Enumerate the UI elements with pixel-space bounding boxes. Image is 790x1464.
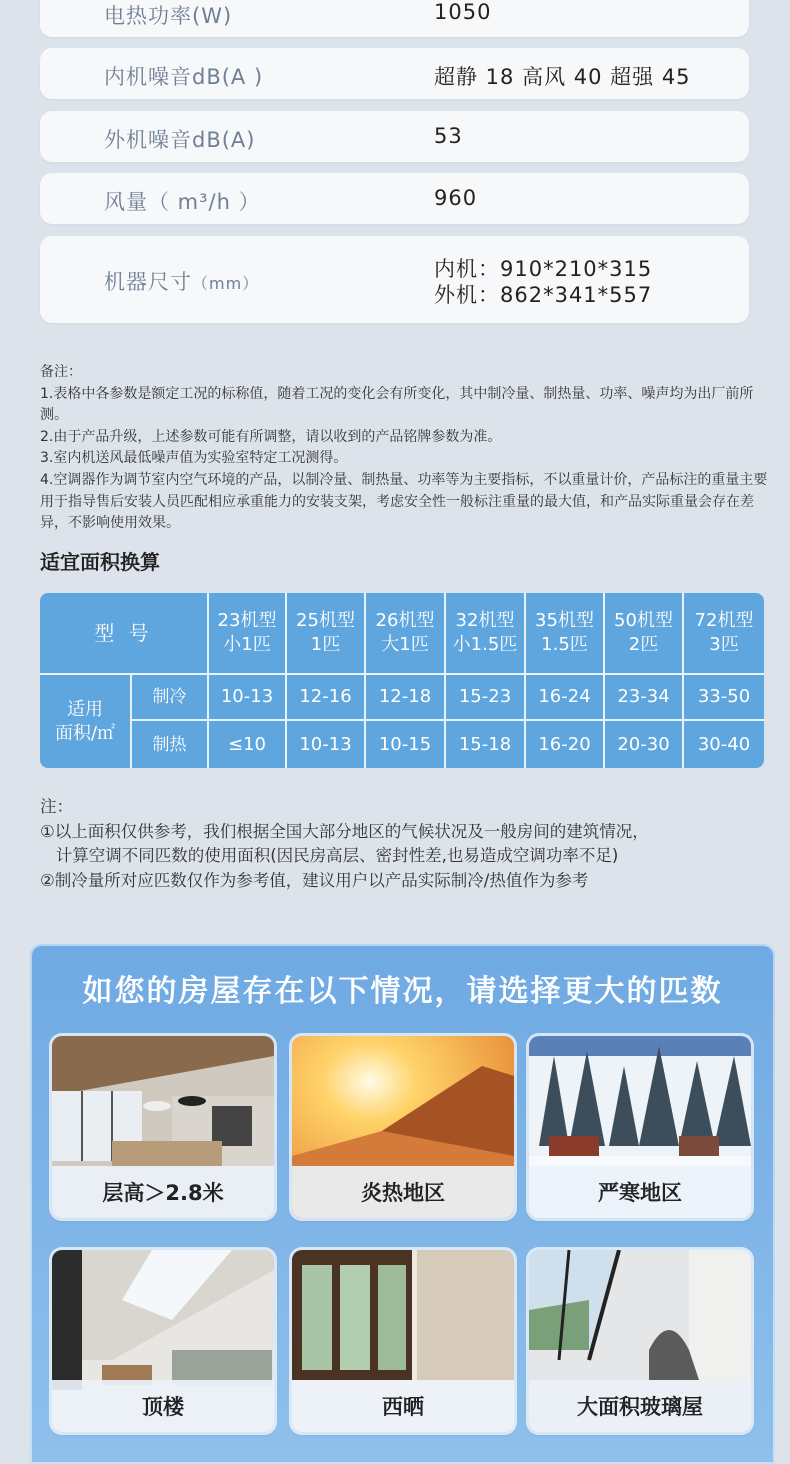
table-cell-cool: 23-34 [617,686,670,707]
table-divider [364,593,366,768]
spec-label [104,266,259,296]
notes-line: 3.室内机送风最低噪声值为实验室特定工况测得。 [40,450,348,467]
table-col-header [526,593,603,673]
table-col-header [605,593,682,673]
card-caption: 西晒 [292,1380,514,1432]
table-header-model [40,593,207,673]
table-cell-cool: 15-23 [458,686,512,707]
notes-line: 2.由于产品升级，上述参数可能有所调整，请以收到的产品铭牌参数为准。 [40,428,502,445]
spec-value-indoor-size: 内机：910*210*315 [434,257,653,281]
table-divider [132,719,764,721]
row-group-label-line2: 面积/㎡ [54,722,116,744]
area-notes-line: ①以上面积仅供参考，我们根据全国大部分地区的气候状况及一般房间的建筑情况， [40,821,649,841]
col-model: 50机型 [614,610,673,631]
notes-title: 备注： [40,364,82,380]
area-notes [40,795,760,893]
table-divider [524,593,526,768]
card-glass-house [529,1250,751,1432]
spec-value: 超静 18 高风 40 超强 45 [434,65,691,89]
col-hp: 小1.5匹 [452,634,518,655]
table-header-model-text: 型 号 [94,621,153,645]
table-divider [603,593,605,768]
col-hp: 大1匹 [381,634,429,655]
area-notes-line: ②制冷量所对应匹数仅作为参考值，建议用户以产品实际制冷/热值作为参考 [40,870,589,890]
table-cell-heat: ≤10 [228,733,266,755]
spec-label: 电热功率(W) [104,4,233,28]
table-col-header [366,593,444,673]
col-hp: 3匹 [709,634,739,655]
table-col-header [446,593,524,673]
spec-label-main: 机器尺寸 [104,270,192,294]
table-row-label-cool: 制冷 [152,687,187,707]
table-row-group-label [40,675,130,768]
table-cell-heat: 20-30 [617,733,670,755]
col-hp: 2匹 [628,634,659,655]
row-group-label-line1: 适用 [67,698,103,720]
card-caption: 严寒地区 [529,1166,751,1218]
table-row-label-heat: 制热 [152,734,187,755]
col-hp: 1匹 [310,634,341,655]
col-model: 35机型 [535,610,594,631]
spec-label: 风量（ m³/h ） [104,190,261,214]
card-hot-region [292,1036,514,1218]
table-divider [682,593,684,768]
spec-value: 960 [434,186,478,210]
table-cell-heat: 10-15 [378,733,432,755]
col-hp: 1.5匹 [541,634,588,655]
table-divider [40,673,764,675]
col-model: 72机型 [694,610,754,631]
col-model: 32机型 [455,610,515,631]
spec-label: 内机噪音dB(A ) [104,65,264,89]
area-notes-title: 注： [40,797,73,816]
notes-line: 1.表格中各参数是额定工况的标称值，随着工况的变化会有所变化，其中制冷量、制热量、功率、噪声均为出厂前所测。 [40,385,754,424]
table-col-header [209,593,285,673]
spec-row-power [40,0,749,37]
spec-value: 1050 [434,0,492,24]
col-model: 26机型 [375,610,435,631]
table-cell-heat: 30-40 [697,733,751,755]
spec-value: 53 [434,124,463,148]
area-notes-line: 计算空调不同匹数的使用面积(因民房高层、密封性差,也易造成空调功率不足) [40,846,619,865]
table-cell-cool: 12-18 [378,686,432,707]
table-col-header [287,593,364,673]
col-model: 23机型 [217,610,277,631]
card-caption: 顶楼 [52,1380,274,1432]
table-divider [444,593,446,768]
table-cell-cool: 16-24 [538,686,591,707]
panel-title: 如您的房屋存在以下情况，请选择更大的匹数 [82,974,723,1009]
spec-value-outdoor-size: 外机：862*341*557 [434,283,653,307]
area-table [40,593,764,768]
card-high-ceiling [52,1036,274,1218]
spec-label-unit: （mm） [192,274,260,293]
table-cell-cool: 12-16 [299,686,352,707]
table-col-header [684,593,764,673]
card-top-floor [52,1250,274,1432]
card-cold-region [529,1036,751,1218]
spec-label: 外机噪音dB(A) [104,128,256,152]
table-cell-cool: 10-13 [220,686,274,707]
table-cell-heat: 15-18 [458,733,512,755]
card-caption: 大面积玻璃屋 [529,1380,751,1432]
table-divider [130,673,132,768]
spec-row-airflow [40,173,749,224]
notes [40,362,770,535]
card-caption: 层高＞2.8米 [52,1166,274,1218]
spec-row-indoor-noise [40,48,749,99]
room-conditions-panel [30,944,775,1464]
notes-line: 4.空调器作为调节室内空气环境的产品，以制冷量、制热量、功率等为主要指标，不以重量计价，产品标注的重量主要用于指导售后安装人员匹配相应承重能力的安装支架，考虑安全性一般标注重量的最大值，和产品实际重量会存在差异，不影响使用效果。 [40,471,768,532]
table-divider [207,593,209,768]
col-model: 25机型 [296,610,355,631]
area-section-title: 适宜面积换算 [40,550,160,574]
card-caption: 炎热地区 [292,1166,514,1218]
card-west-sun [292,1250,514,1432]
col-hp: 小1匹 [223,634,271,655]
table-cell-heat: 16-20 [538,733,591,755]
spec-row-dimensions [40,236,749,323]
spec-row-outdoor-noise [40,111,749,162]
table-cell-heat: 10-13 [299,733,352,755]
table-divider [285,593,287,768]
table-cell-cool: 33-50 [697,686,751,707]
